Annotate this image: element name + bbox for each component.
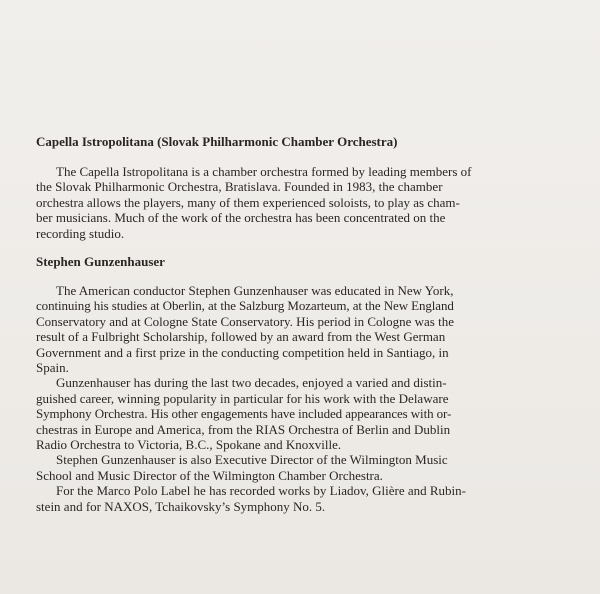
text-line: Symphony Orchestra. His other engagements have included appearances with or- xyxy=(36,406,452,422)
text-line: stein and for NAXOS, Tchaikovsky’s Symphony No. 5. xyxy=(36,498,326,514)
section-heading: Stephen Gunzenhauser xyxy=(36,254,165,269)
text-line: ber musicians. Much of the work of the orchestra has been concentrated on the xyxy=(36,210,446,226)
text-line: the Slovak Philharmonic Orchestra, Bratislava. Founded in 1983, the chamber xyxy=(36,179,443,195)
text-line: Government and a first prize in the conducting competition held in Santiago, in xyxy=(36,344,449,360)
text-line: chestras in Europe and America, from the RIAS Orchestra of Berlin and Dublin xyxy=(36,421,451,437)
text-line: Conservatory and at Cologne State Conservatory. His period in Cologne was the xyxy=(36,313,454,329)
text-line: continuing his studies at Oberlin, at the Salzburg Mozarteum, at the New England xyxy=(36,298,454,314)
text-line: Spain. xyxy=(36,360,69,376)
text-line: Stephen Gunzenhauser is also Executive Director of the Wilmington Music xyxy=(56,452,448,468)
text-line: recording studio. xyxy=(36,225,125,241)
text-line: School and Music Director of the Wilmington Chamber Orchestra. xyxy=(36,467,383,483)
text-line: orchestra allows the players, many of them experienced soloists, to play as cham- xyxy=(36,194,460,210)
text-line: guished career, winning popularity in particular for his work with the Delaware xyxy=(36,390,449,406)
text-line: The American conductor Stephen Gunzenhauser was educated in New York, xyxy=(56,283,454,298)
paragraph xyxy=(36,452,576,483)
text-line: The Capella Istropolitana is a chamber orchestra formed by leading members of xyxy=(56,164,472,179)
paragraph xyxy=(36,283,576,375)
text-line: Gunzenhauser has during the last two decades, enjoyed a varied and distin- xyxy=(56,375,447,391)
section-stephen-gunzenhauser xyxy=(36,254,576,514)
section-capella-istropolitana xyxy=(36,134,576,241)
text-line: result of a Fulbright Scholarship, followed by an award from the West German xyxy=(36,329,446,345)
text-line: For the Marco Polo Label he has recorded works by Liadov, Glière and Rubin- xyxy=(56,483,466,499)
paragraph xyxy=(36,164,576,241)
text-line: Radio Orchestra to Victoria, B.C., Spokane and Knoxville. xyxy=(36,437,342,453)
section-heading: Capella Istropolitana (Slovak Philharmonic Chamber Orchestra) xyxy=(36,134,398,149)
paragraph xyxy=(36,483,576,514)
paragraph xyxy=(36,375,576,452)
